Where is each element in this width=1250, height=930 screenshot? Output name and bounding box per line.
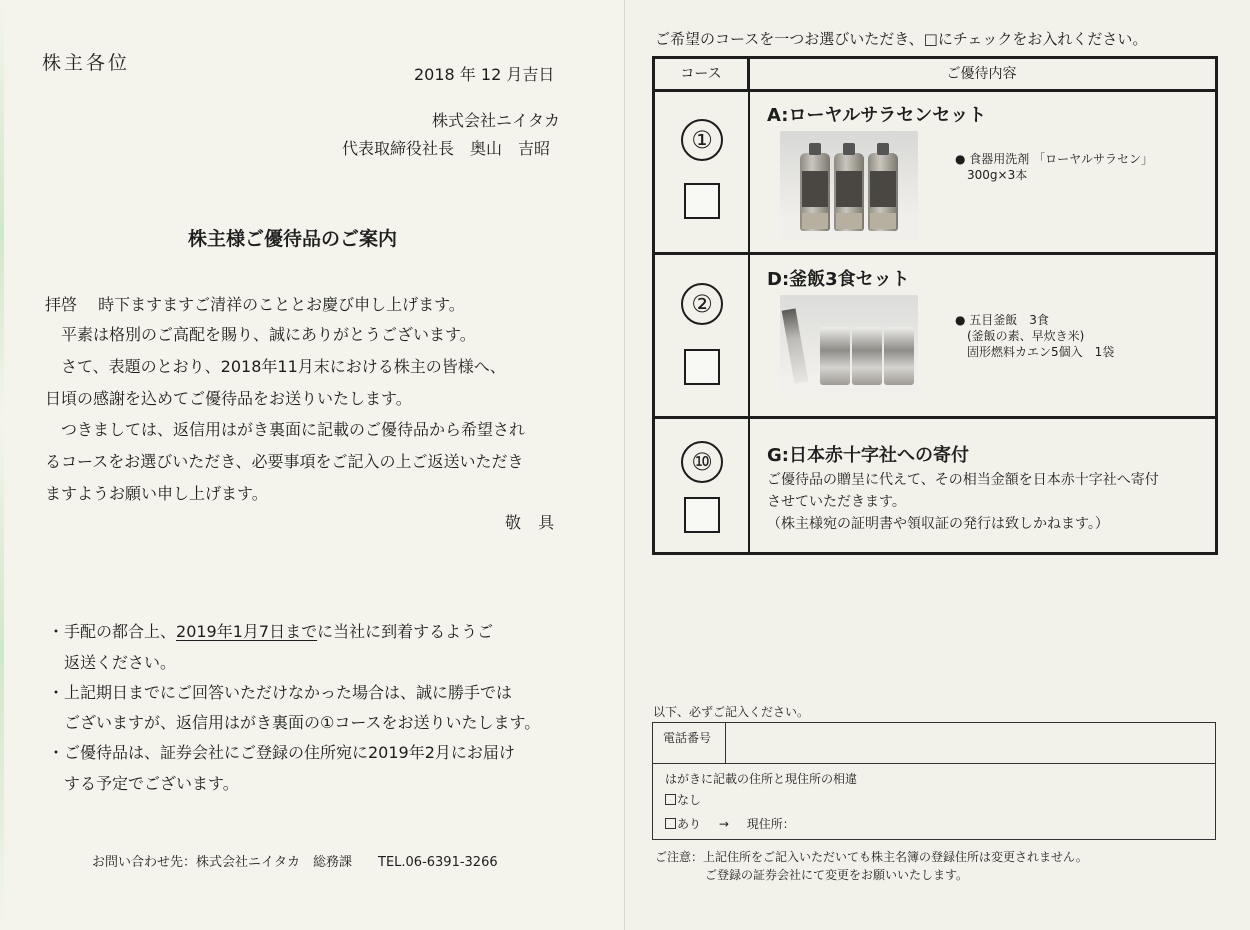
- course-text: （株主様宛の証明書や領収証の発行は致しかねます。）: [767, 516, 1109, 532]
- form-divider: [653, 763, 1215, 764]
- course-table: [652, 56, 1218, 555]
- rice-pack-icon: [884, 327, 914, 385]
- course-desc: ● 五目釜飯 3食: [955, 313, 1049, 327]
- right-page: [625, 0, 1250, 930]
- rice-pack-icon: [820, 327, 850, 385]
- option-label: なし: [677, 793, 702, 807]
- addressee: 株主各位: [42, 52, 131, 74]
- reply-form: [652, 722, 1216, 840]
- bottle-icon: [834, 153, 864, 231]
- course-number: ②: [681, 283, 723, 325]
- course-title: D:釜飯3食セット: [767, 269, 910, 290]
- note-text: に当社に到着するようご: [317, 622, 494, 641]
- course-title: A:ローヤルサラセンセット: [767, 105, 987, 126]
- page-edge-decoration: [0, 0, 4, 930]
- note-text: 返送ください。: [48, 653, 177, 672]
- course-10-checkbox[interactable]: [684, 497, 720, 533]
- detergent-bottles-photo: [780, 131, 918, 239]
- caution-text: ご登録の証券会社にて変更をお願いいたします。: [705, 868, 969, 882]
- kamameshi-set-photo: [780, 295, 918, 393]
- bottle-icon: [868, 153, 898, 231]
- current-address-label: 現住所：: [746, 817, 795, 831]
- course-number: ⑩: [681, 441, 723, 483]
- note-text: ございますが、返信用はがき裏面の①コースをお送りいたします。: [48, 713, 541, 732]
- ceo-name: 代表取締役社長 奥山 吉昭: [342, 139, 551, 158]
- rice-pack-icon: [852, 327, 882, 385]
- company-name: 株式会社ニイタカ: [432, 111, 561, 130]
- selection-instruction: ご希望のコースを一つお選びいただき、□にチェックをお入れください。: [655, 30, 1148, 48]
- phone-input[interactable]: [727, 724, 1213, 762]
- course-desc: (釜飯の素、早炊き米): [955, 329, 1085, 343]
- form-label: 以下、必ずご記入ください。: [653, 705, 810, 719]
- option-yes[interactable]: [665, 815, 795, 832]
- option-none[interactable]: [665, 791, 701, 808]
- course-1-checkbox[interactable]: [684, 183, 720, 219]
- arrow-icon: →: [718, 817, 729, 831]
- course-2-checkbox[interactable]: [684, 349, 720, 385]
- course-text: させていただきます。: [767, 494, 906, 510]
- course-desc: ● 食器用洗剤 「ローヤルサラセン」: [955, 152, 1153, 166]
- course-row-10: [655, 419, 1215, 552]
- form-divider: [725, 723, 726, 763]
- course-desc: 固形燃料カエン5個入 1袋: [955, 345, 1115, 359]
- contact-info: お問い合わせ先：株式会社ニイタカ 総務課 TEL.06-6391-3266: [92, 855, 498, 870]
- note-text: ・ご優待品は、証券会社にご登録の住所宛に2019年2月にお届け: [48, 743, 515, 762]
- phone-label: 電話番号: [663, 731, 712, 745]
- note-deadline: [48, 619, 493, 642]
- deadline-date: 2019年1月7日まで: [176, 622, 318, 641]
- course-row-2: [655, 255, 1215, 416]
- fuel-stick-icon: [782, 308, 809, 383]
- body-line: ますようお願い申し上げます。: [45, 484, 268, 503]
- note-text: する予定でございます。: [48, 774, 239, 793]
- course-text: ご優待品の贈呈に代えて、その相当金額を日本赤十字社へ寄付: [767, 472, 1159, 488]
- body-line: つきましては、返信用はがき裏面に記載のご優待品から希望され: [45, 420, 526, 439]
- body-line: るコースをお選びいただき、必要事項をご記入の上ご返送いただき: [45, 452, 524, 471]
- header-content: ご優待内容: [946, 66, 1017, 82]
- caution-text: ご注意：上記住所をご記入いただいても株主名簿の登録住所は変更されません。: [655, 850, 1088, 864]
- issue-date: 2018 年 12 月吉日: [414, 65, 555, 84]
- bottle-icon: [800, 153, 830, 231]
- checkbox-yes[interactable]: [665, 818, 676, 829]
- body-line: 平素は格別のご高配を賜り、誠にありがとうございます。: [45, 325, 476, 344]
- option-label: あり: [677, 817, 702, 831]
- course-desc: 300g×3本: [955, 168, 1028, 182]
- body-line: さて、表題のとおり、2018年11月末における株主の皆様へ、: [45, 357, 506, 376]
- body-line: 拝啓 時下ますますご清祥のこととお慶び申し上げます。: [45, 295, 465, 314]
- checkbox-none[interactable]: [665, 794, 676, 805]
- course-number: ①: [681, 119, 723, 161]
- course-title: G:日本赤十字社への寄付: [767, 445, 969, 466]
- document-title: 株主様ご優待品のご案内: [188, 228, 398, 250]
- closing-phrase: 敬 具: [505, 513, 561, 532]
- body-line: 日頃の感謝を込めてご優待品をお送りいたします。: [45, 389, 412, 408]
- header-course: コース: [655, 59, 748, 89]
- address-question: はがきに記載の住所と現住所の相違: [665, 772, 858, 786]
- note-text: ・上記期日までにご回答いただけなかった場合は、誠に勝手では: [48, 683, 513, 702]
- course-row-1: [655, 91, 1215, 252]
- note-text: ・手配の都合上、: [48, 622, 177, 641]
